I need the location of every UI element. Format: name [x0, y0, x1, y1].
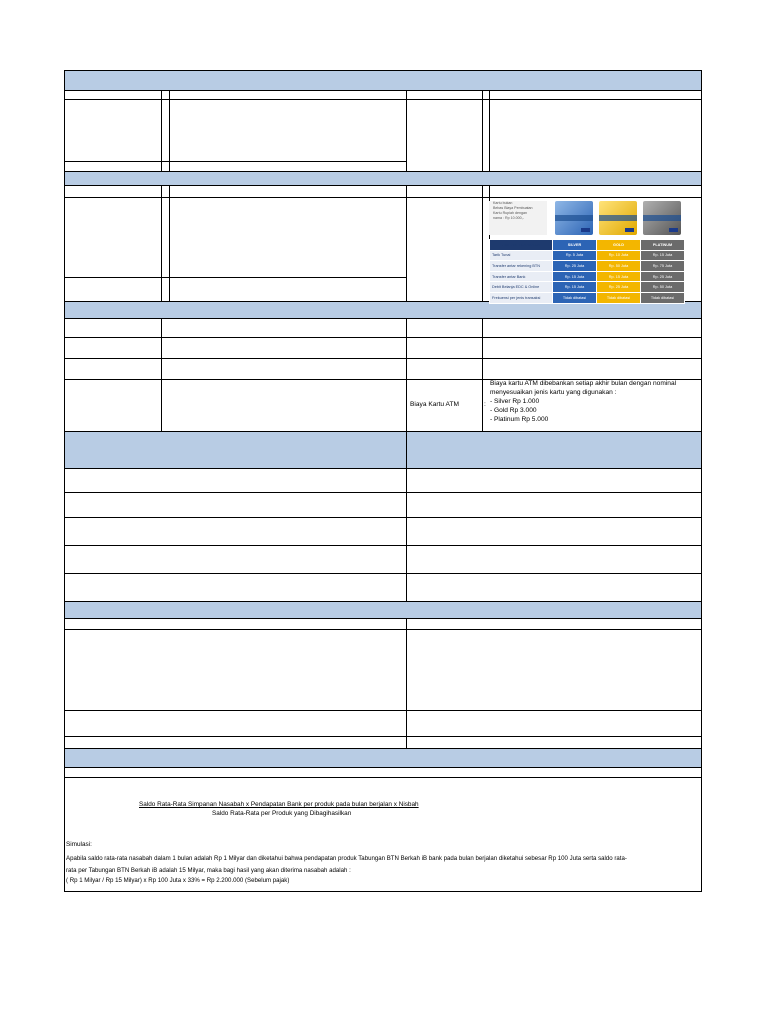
limit-header-label: LIMITASI TRANSAKSI [490, 240, 553, 251]
simulation-title: Simulasi: [66, 841, 92, 848]
simulation-line-3: ( Rp 1 Milyar / Rp 15 Milyar) x Rp 100 Juta x 33% = Rp 2.200.000 (Sebelum pajak) [66, 877, 290, 884]
product-info-sheet [64, 70, 702, 892]
transaction-limit-table [489, 239, 685, 304]
atm-fee-label: Biaya Kartu ATM [410, 401, 459, 408]
atm-card-limits-image [489, 199, 685, 301]
limit-header-silver: SILVER [553, 240, 597, 251]
table-row: Frekuensi per jenis transaksi Tidak dibatasi Tidak dibatasi Tidak dibatasi [490, 292, 685, 303]
platinum-card-image [643, 201, 681, 235]
atm-fee-colon: : [484, 401, 486, 408]
section-header-band-1 [65, 71, 701, 91]
simulation-line-1: Apabila saldo rata-rata nasabah dalam 1 bulan adalah Rp 1 Milyar dan diketahui bahwa pendapatan produk Tabungan BTN Berkah iB bank pada bulan berjalan diketahui sebesar Rp 100 Juta serta saldo rata- [66, 855, 627, 862]
section-header-band-3 [65, 301, 701, 319]
atm-fee-gold: - Gold Rp 3.000 [490, 407, 537, 414]
card-promo-text: Kartu bukan Bebas Biaya Pembuatan Kartu Rupiah dengan nama : Rp 10.000,- [489, 201, 547, 235]
limit-header-gold: GOLD [597, 240, 641, 251]
table-row: Transfer antar Bank Rp. 15 Juta Rp. 15 Juta Rp. 25 Juta [490, 271, 685, 282]
simulation-line-2: rata per Tabungan BTN Berkah iB adalah 15 Milyar, maka bagi hasil yang akan diterima nasabah adalah : [66, 867, 351, 874]
table-row: Tarik Tunai Rp. 5 Juta Rp. 10 Juta Rp. 15 Juta [490, 250, 685, 261]
section-header-band-6 [65, 748, 701, 768]
table-row: Debit Belanja EDC & Online Rp. 15 Juta Rp. 25 Juta Rp. 50 Juta [490, 282, 685, 293]
section-header-band-2 [65, 171, 701, 186]
section-header-band-5 [65, 601, 701, 619]
silver-card-image [555, 201, 593, 235]
section-header-band-4 [65, 431, 701, 469]
table-row: Transfer antar rekening BTN Rp. 25 Juta Rp. 50 Juta Rp. 75 Juta [490, 261, 685, 272]
formula-denominator: Saldo Rata-Rata per Produk yang Dibagihasilkan [212, 810, 352, 817]
gold-card-image [599, 201, 637, 235]
limit-header-platinum: PLATINUM [641, 240, 685, 251]
atm-fee-silver: - Silver Rp 1.000 [490, 398, 540, 405]
formula-numerator: Saldo Rata-Rata Simpanan Nasabah x Pendapatan Bank per produk pada bulan berjalan x Nisbah [139, 801, 419, 808]
atm-fee-description: Biaya kartu ATM dibebankan setiap akhir bulan dengan nominal [490, 380, 677, 387]
atm-fee-description-2: menyesuaikan jenis kartu yang digunakan : [490, 389, 617, 396]
atm-fee-platinum: - Platinum Rp 5.000 [490, 416, 549, 423]
